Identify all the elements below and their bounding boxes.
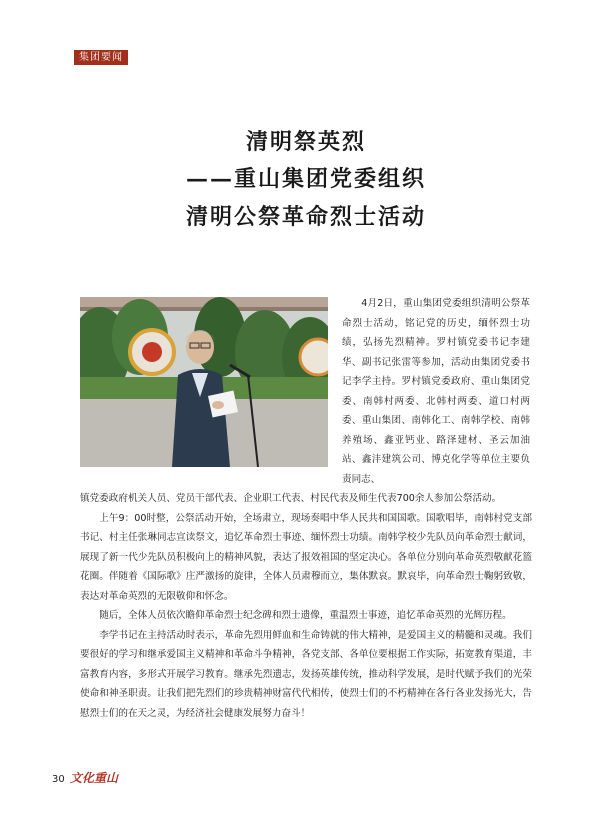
title-line-1: 清明祭英烈: [245, 129, 366, 155]
article-body: [80, 489, 532, 723]
magazine-logo: 文化重山: [70, 771, 119, 785]
section-tag: 集团要闻: [74, 50, 128, 65]
title-line-3: 清明公祭革命烈士活动: [185, 204, 426, 230]
title-line-2: ——重山集团党委组织: [185, 166, 426, 192]
paragraph-2: 上午9：00时整，公祭活动开始，全场肃立，现场奏唱中华人民共和国国歌。国歌唱毕，南韩村党支部书记、村主任张琳同志宣读祭文，追忆革命烈士事迹、缅怀烈士功绩。南韩学校少先队员向革命烈士献词，展现了新一代少先队员积极向上的精神风貌，表达了报效祖国的坚定决心。各单位分别向革命英烈敬献花篮花圈。伴随着《国际歌》庄严激扬的旋律，全体人员肃穆而立，集体默哀。默哀毕，向革命烈士鞠躬致敬，表达对革命英烈的无限敬仰和怀念。: [80, 512, 532, 602]
paragraph-4: 李学书记在主持活动时表示，革命先烈用鲜血和生命铸就的伟大精神，是爱国主义的精髓和灵魂。我们要很好的学习和继承爱国主义精神和革命斗争精神，各党支部、各单位要根据工作实际，拓宽教育渠道，丰富教育内容，多形式开展学习教育。继承先烈遗志，发扬英雄传统，推动科学发展，是时代赋予我们的光荣使命和神圣职责。让我们把先烈们的珍贵精神财富代代相传，使烈士们的不朽精神在各行各业发扬光大，告慰烈士们的在天之灵，为经济社会健康发展努力奋斗！: [80, 629, 532, 719]
intro-paragraph: 4月2日，重山集团党委组织清明公祭革命烈士活动，铭记党的历史，缅怀烈士功绩，弘扬先烈精神。罗村镇党委书记李建华、副书记张雷等参加，活动由集团党委书记李学主持。罗村镇党委政府、重山集团党委、南韩村两委、北韩村两委、道口村两委、重山集团、南韩化工、南韩学校、南韩养殖场、鑫亚钙业、路泽建材、圣云加油站、鑫沣建筑公司、博克化学等单位主要负责同志、: [342, 298, 530, 485]
article-intro: [342, 294, 530, 489]
intro-continuation: 镇党委政府机关人员、党员干部代表、企业职工代表、村民代表及师生代表700余人参加公祭活动。: [80, 493, 502, 504]
page-number: 30: [52, 774, 65, 785]
paragraph-3: 随后，全体人员依次瞻仰革命烈士纪念碑和烈士遗像，重温烈士事迹，追忆革命英烈的光辉历程。: [99, 610, 512, 621]
article-photo: [80, 297, 328, 467]
